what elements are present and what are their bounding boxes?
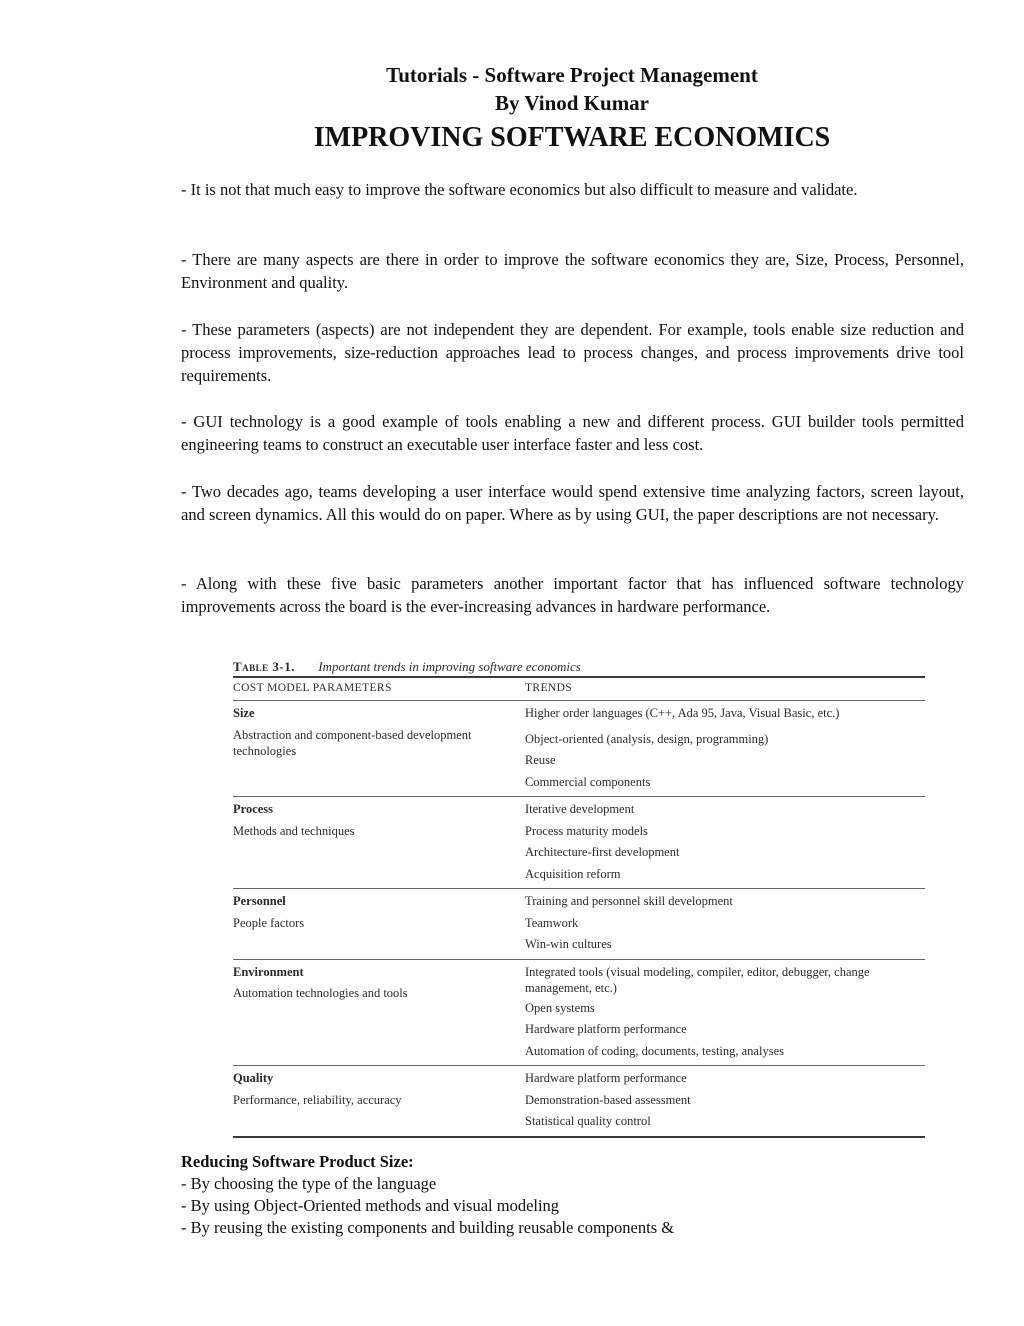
trend-item: Commercial components — [525, 774, 651, 789]
table-group-process — [233, 797, 925, 888]
table-header-row — [233, 678, 925, 700]
table-bottom-rule — [233, 1136, 925, 1138]
table-group-environment — [233, 960, 925, 1066]
trend-item: Architecture-first development — [525, 845, 680, 859]
table-group-size — [233, 701, 925, 796]
course-title: Tutorials - Software Project Management — [386, 63, 758, 87]
table-group-personnel — [233, 889, 925, 959]
table-caption — [233, 656, 925, 676]
trend-item: Teamwork — [525, 915, 579, 930]
table-group-quality — [233, 1066, 925, 1136]
trend-item: Training and personnel skill development — [525, 894, 733, 908]
trend-item: Process maturity models — [525, 823, 648, 838]
param-name: Personnel — [233, 894, 286, 908]
trend-item: Statistical quality control — [525, 1114, 651, 1128]
trend-item: Reuse — [525, 753, 556, 767]
paragraph-5: - Two decades ago, teams developing a user interface would spend extensive time analyzing factors, screen layout, and screen dynamics. All this would do on paper. Where as by using GUI, the paper descriptions are not necessary. — [181, 482, 964, 524]
page-title: IMPROVING SOFTWARE ECONOMICS — [313, 122, 831, 153]
param-description: Automation technologies and tools — [233, 986, 408, 1000]
param-description: People factors — [233, 915, 305, 930]
param-name: Process — [233, 802, 274, 816]
bullet-item: - By choosing the type of the language — [181, 1174, 437, 1193]
trend-item: Higher order languages (C++, Ada 95, Java, Visual Basic, etc.) — [525, 706, 840, 720]
param-description: Abstraction and component-based development technologies — [233, 727, 472, 758]
section-heading: Reducing Software Product Size: — [181, 1152, 414, 1171]
trend-item: Win-win cultures — [525, 937, 612, 951]
param-name: Size — [233, 706, 255, 720]
trend-item: Hardware platform performance — [525, 1022, 687, 1036]
trend-item: Automation of coding, documents, testing, analyses — [525, 1043, 784, 1058]
param-description: Methods and techniques — [233, 823, 355, 838]
trend-item: Integrated tools (visual modeling, compiler, editor, debugger, change management, etc.) — [525, 964, 870, 995]
paragraph-3: - These parameters (aspects) are not independent they are dependent. For example, tools enable size reduction and process improvements, size-reduction approaches lead to process changes, and process improvements drive tool requirements. — [181, 320, 964, 385]
paragraph-1: - It is not that much easy to improve the software economics but also difficult to measure and validate. — [181, 180, 858, 199]
table-title: Important trends in improving software economics — [318, 659, 581, 674]
paragraph-2: - There are many aspects are there in order to improve the software economics they are, Size, Process, Personnel, Environment and quality. — [181, 250, 964, 292]
column-header-parameters: COST MODEL PARAMETERS — [233, 682, 392, 695]
param-name: Environment — [233, 964, 304, 979]
trend-item: Iterative development — [525, 802, 635, 816]
column-header-trends: TRENDS — [525, 682, 573, 695]
trend-item: Object-oriented (analysis, design, programming) — [525, 731, 769, 746]
trend-item: Acquisition reform — [525, 866, 621, 881]
trend-item: Demonstration-based assessment — [525, 1092, 691, 1107]
paragraph-4: - GUI technology is a good example of tools enabling a new and different process. GUI builder tools permitted engineering teams to construct an executable user interface faster and less cost. — [181, 412, 964, 454]
author-line: By Vinod Kumar — [494, 91, 650, 115]
table-label: Table 3-1. — [233, 659, 296, 674]
param-name: Quality — [233, 1071, 274, 1085]
paragraph-6: - Along with these five basic parameters another important factor that has influenced software technology improvements across the board is the ever-increasing advances in hardware performance. — [181, 574, 964, 616]
bullet-item: - By reusing the existing components and building reusable components & — [181, 1218, 675, 1237]
param-description: Performance, reliability, accuracy — [233, 1092, 402, 1107]
trend-item: Open systems — [525, 1000, 595, 1015]
trend-item: Hardware platform performance — [525, 1071, 687, 1085]
bullet-item: - By using Object-Oriented methods and visual modeling — [181, 1196, 560, 1215]
trends-table — [233, 656, 925, 1138]
